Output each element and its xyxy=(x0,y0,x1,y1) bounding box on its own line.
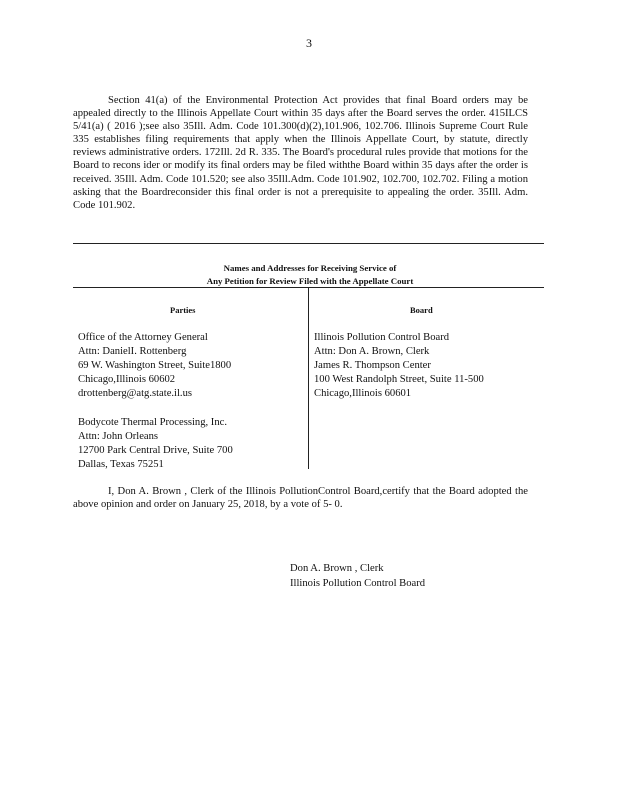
service-heading-line-1: Names and Addresses for Receiving Service of xyxy=(223,263,397,273)
signature-block xyxy=(290,561,425,591)
address-line: Office of the Attorney General xyxy=(78,332,208,343)
appeal-rights-paragraph: Section 41(a) of the Environmental Protection Act provides that final Board orders may be appealed directly to the Illinois Appellate Court within 35 days after the Board serves the order. 415ILCS 5/41(a) ( 2016 );see also 35Ill. Adm. Code 101.300(d)(2),101.906, 102.706. Illinois Supreme Court Rule 335 establishes filing requirements that apply when the Illinois Appellate Court, by statute, directly reviews administrative orders. 172Ill. 2d R. 335. The Board's procedural rules provide that motions for the Board to recons ider or modify its final orders may be filed withthe Board within 35 days after the order is received. 35Ill. Adm. Code 101.520; see also 35Ill.Adm. Code 101.902, 102.700, 102.702. Filing a motion asking that the Boardreconsider this final order is not a prerequisite to appealing the order. 35Ill. Adm. Code 101.902. xyxy=(73,95,528,211)
address-line: Attn: Don A. Brown, Clerk xyxy=(314,346,430,357)
certification-paragraph: I, Don A. Brown , Clerk of the Illinois PollutionControl Board,certify that the Board adopted the above opinion and order on January 25, 2018, by a vote of 5- 0. xyxy=(73,486,528,511)
address-line: 69 W. Washington Street, Suite1800 xyxy=(78,360,232,371)
address-line: Chicago,Illinois 60602 xyxy=(78,374,176,385)
page-number: 3 xyxy=(306,36,312,50)
address-line: Bodycote Thermal Processing, Inc. xyxy=(78,417,227,428)
signature-name: Don A. Brown , Clerk xyxy=(290,563,384,574)
attorney-general-address xyxy=(78,331,231,401)
address-line: Attn: DanielI. Rottenberg xyxy=(78,346,187,357)
address-line: James R. Thompson Center xyxy=(314,360,431,371)
bodycote-address xyxy=(78,416,233,472)
address-line: Attn: John Orleans xyxy=(78,431,159,442)
address-line: Illinois Pollution Control Board xyxy=(314,332,450,343)
board-column-header: Board xyxy=(410,305,433,315)
table-column-divider xyxy=(308,287,309,469)
email-address: drottenberg@atg.state.il.us xyxy=(78,388,193,399)
service-heading-line-2: Any Petition for Review Filed with the Appellate Court xyxy=(206,276,414,286)
parties-column-header: Parties xyxy=(170,305,196,315)
address-line: Dallas, Texas 75251 xyxy=(78,459,164,470)
service-table-heading xyxy=(160,262,460,288)
address-line: 12700 Park Central Drive, Suite 700 xyxy=(78,445,233,456)
table-top-rule xyxy=(73,243,544,244)
address-line: Chicago,Illinois 60601 xyxy=(314,388,412,399)
signature-organization: Illinois Pollution Control Board xyxy=(290,578,426,589)
address-line: 100 West Randolph Street, Suite 11-500 xyxy=(314,374,484,385)
board-address xyxy=(314,331,484,401)
